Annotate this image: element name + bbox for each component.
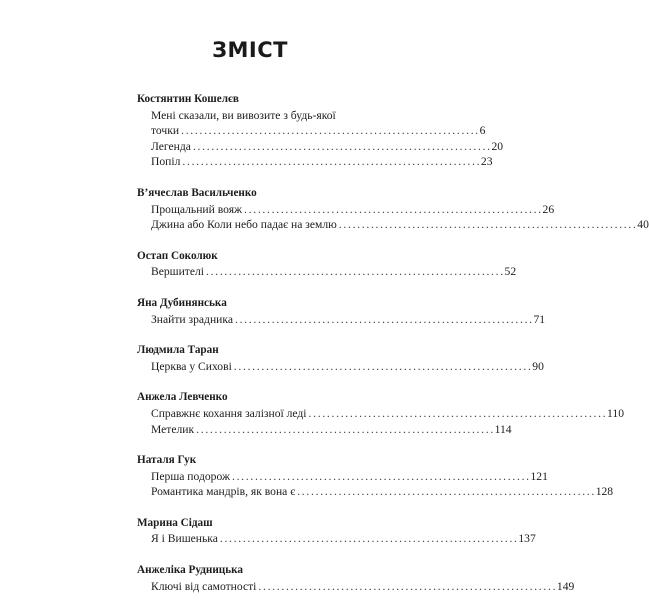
entry-list <box>137 359 544 375</box>
entry-title: Прощальний вояж <box>151 202 243 216</box>
toc-entry[interactable] <box>151 422 512 438</box>
page-number: 23 <box>480 155 493 169</box>
toc-entry[interactable] <box>151 469 548 485</box>
author-name: В’ячеслав Васильченко <box>137 186 257 199</box>
entry-list <box>137 264 517 280</box>
toc-entry[interactable] <box>151 484 614 500</box>
page-number: 128 <box>595 485 614 499</box>
toc-entry[interactable] <box>151 154 493 170</box>
entry-title: Вершителі <box>151 265 205 279</box>
page-number: 137 <box>518 532 536 546</box>
entry-list <box>137 469 614 500</box>
entry-title: Перша подорож <box>151 469 230 483</box>
entry-title: Справжнє кохання залізної леді <box>151 406 307 420</box>
entry-title: Церква у Сихові <box>151 359 232 373</box>
entry-title: Романтика мандрів, як вона є <box>151 485 296 499</box>
toc-entry[interactable] <box>151 202 555 218</box>
author-name: Наталя Гук <box>137 454 197 467</box>
toc-entry[interactable] <box>151 579 575 595</box>
entry-title-line: Мені сказали, ви вивозите з будь-якої <box>151 108 336 122</box>
entry-list <box>137 579 575 595</box>
author-name: Анжеліка Рудницька <box>137 564 244 577</box>
toc-entry[interactable] <box>151 123 486 139</box>
entry-list <box>137 531 536 547</box>
page-number: 6 <box>479 124 486 138</box>
page-number: 110 <box>607 406 624 420</box>
entry-title: Метелик <box>151 422 195 436</box>
entry-title: Ключі від самотності <box>151 579 257 593</box>
author-section <box>137 296 546 327</box>
toc-entry[interactable] <box>151 406 624 422</box>
dot-leader <box>182 154 479 170</box>
page-number: 52 <box>504 265 517 279</box>
page-number: 26 <box>542 202 555 216</box>
dot-leader <box>339 217 636 233</box>
entry-title: Знайти зрадника <box>151 312 233 326</box>
entry-list <box>137 312 546 328</box>
page-number: 121 <box>530 469 548 483</box>
entry-title: Я і Вишенька <box>151 532 218 546</box>
dot-leader <box>232 469 529 485</box>
page-number: 20 <box>491 139 504 153</box>
dot-leader <box>235 312 532 328</box>
dot-leader <box>196 422 493 438</box>
dot-leader <box>220 531 517 547</box>
page-number: 40 <box>637 218 649 232</box>
dot-leader <box>193 139 490 155</box>
author-section <box>137 186 649 233</box>
author-name: Костянтин Кошелєв <box>137 93 239 105</box>
page-number: 114 <box>494 422 512 436</box>
toc-entry[interactable] <box>151 359 544 375</box>
toc-entry[interactable] <box>151 312 546 328</box>
dot-leader <box>206 264 503 280</box>
entry-title: Попіл <box>151 155 181 169</box>
author-name: Марина Сідаш <box>137 516 213 529</box>
author-section <box>137 453 614 500</box>
author-section <box>137 249 517 280</box>
entry-title: Джина або Коли небо падає на землю <box>151 218 337 232</box>
dot-leader <box>181 123 478 139</box>
toc-entry[interactable] <box>151 264 517 280</box>
page-title: ЗМІСТ <box>212 38 288 62</box>
toc-entry[interactable] <box>151 139 504 155</box>
dot-leader <box>244 202 541 218</box>
author-name: Яна Дубинянська <box>137 296 227 309</box>
author-section <box>137 516 536 547</box>
entry-list <box>137 108 504 170</box>
author-name: Анжела Левченко <box>137 391 228 404</box>
author-name: Людмила Таран <box>137 344 219 357</box>
dot-leader <box>309 406 606 422</box>
author-section <box>137 390 624 437</box>
page-number: 149 <box>556 579 575 593</box>
table-of-contents <box>137 92 649 610</box>
toc-entry[interactable] <box>151 531 536 547</box>
author-section <box>137 563 575 594</box>
author-section <box>137 343 544 374</box>
dot-leader <box>234 359 531 375</box>
page-number: 90 <box>532 359 544 373</box>
entry-title: Легенда <box>151 139 191 153</box>
entry-list <box>137 202 649 233</box>
entry-list <box>137 406 624 437</box>
entry-title: точки <box>151 124 180 138</box>
toc-entry[interactable] <box>151 217 649 233</box>
page-number: 71 <box>533 312 546 326</box>
author-section <box>137 92 504 170</box>
dot-leader <box>258 579 555 595</box>
dot-leader <box>297 484 594 500</box>
author-name: Остап Соколюк <box>137 249 218 262</box>
